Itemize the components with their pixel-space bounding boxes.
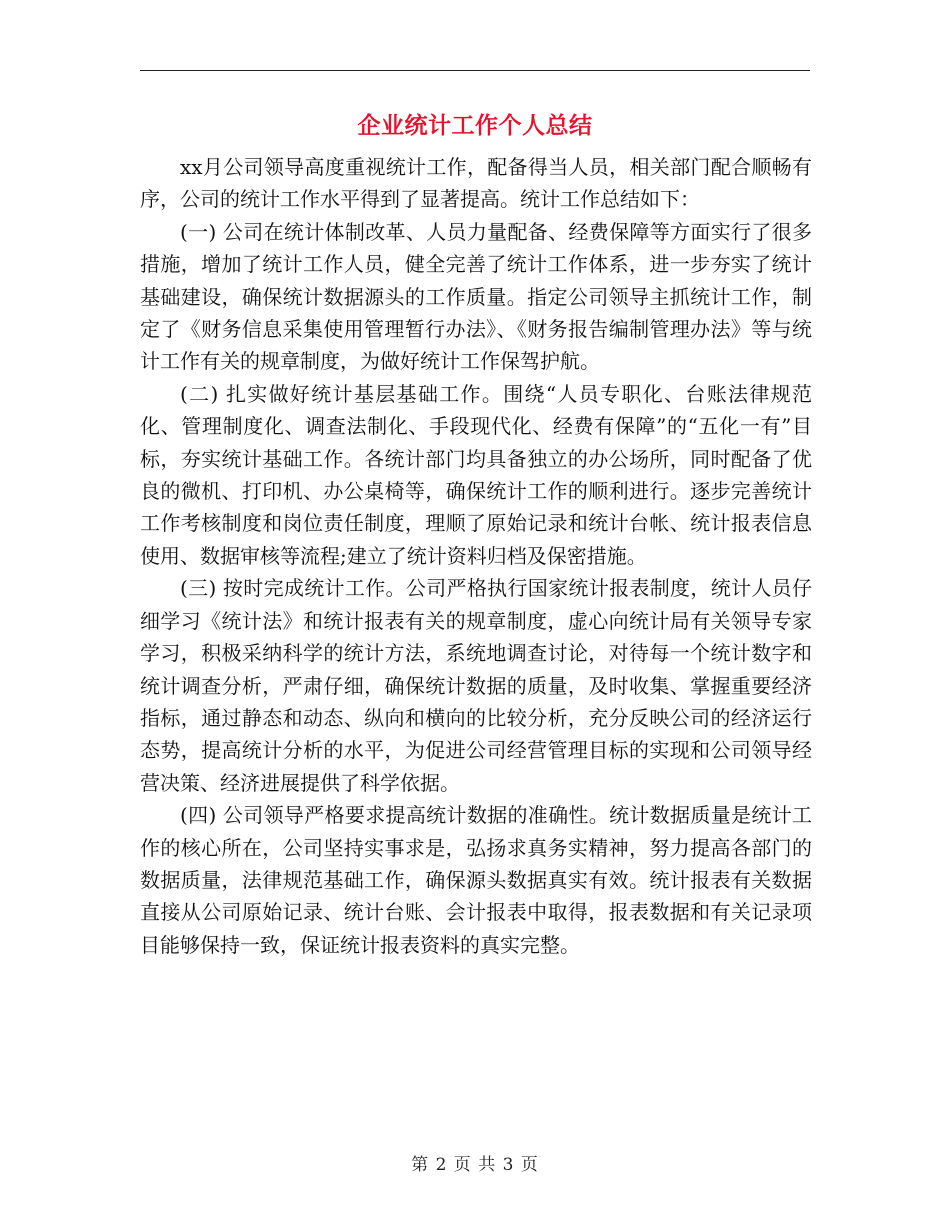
document-body — [140, 151, 812, 961]
paragraph-section-1: (一) 公司在统计体制改革、人员力量配备、经费保障等方面实行了很多措施，增加了统计工作人员，健全完善了统计工作体系，进一步夯实了统计基础建设，确保统计数据源头的工作质量。指定公司领导主抓统计工作，制定了《财务信息采集使用管理暂行办法》、《财务报告编制管理办法》等与统计工作有关的规章制度，为做好统计工作保驾护航。 — [140, 219, 812, 374]
footer-of-label: 页 共 — [453, 1155, 497, 1175]
header-rule — [140, 70, 810, 71]
footer-page-label: 第 — [411, 1155, 430, 1175]
document-title: 企业统计工作个人总结 — [357, 113, 593, 139]
paragraph-section-4: (四) 公司领导严格要求提高统计数据的准确性。统计数据质量是统计工作的核心所在，公司坚持实事求是，弘扬求真务实精神，努力提高各部门的数据质量，法律规范基础工作，确保源头数据真实有效。统计报表有关数据直接从公司原始记录、统计台账、会计报表中取得，报表数据和有关记录项目能够保持一致，保证统计报表资料的真实完整。 — [140, 803, 812, 957]
paragraph-section-3: (三) 按时完成统计工作。公司严格执行国家统计报表制度，统计人员仔细学习《统计法》和统计报表有关的规章制度，虚心向统计局有关领导专家学习，积极采纳科学的统计方法，系统地调查讨论，对待每一个统计数字和统计调查分析，严肃仔细，确保统计数据的质量，及时收集、掌握重要经济指标，通过静态和动态、纵向和横向的比较分析，充分反映公司的经济运行态势，提高统计分析的水平，为促进公司经营管理目标的实现和公司领导经营决策、经济进展提供了科学依据。 — [140, 576, 812, 795]
footer-total-pages: 3 — [502, 1155, 515, 1175]
page-footer — [0, 1153, 950, 1177]
paragraph-section-2: (二) 扎实做好统计基层基础工作。围绕“人员专职化、台账法律规范化、管理制度化、调查法制化、手段现代化、经费有保障”的“五化一有”目标，夯实统计基础工作。各统计部门均具备独立的办公场所，同时配备了优良的微机、打印机、办公桌椅等，确保统计工作的顺利进行。逐步完善统计工作考核制度和岗位责任制度，理顺了原始记录和统计台帐、统计报表信息使用、数据审核等流程;建立了统计资料归档及保密措施。 — [140, 381, 812, 568]
paragraph-intro: xx月公司领导高度重视统计工作，配备得当人员，相关部门配合顺畅有序，公司的统计工作水平得到了显著提高。统计工作总结如下： — [140, 155, 812, 212]
footer-end-label: 页 — [520, 1155, 539, 1175]
footer-current-page: 2 — [435, 1155, 448, 1175]
